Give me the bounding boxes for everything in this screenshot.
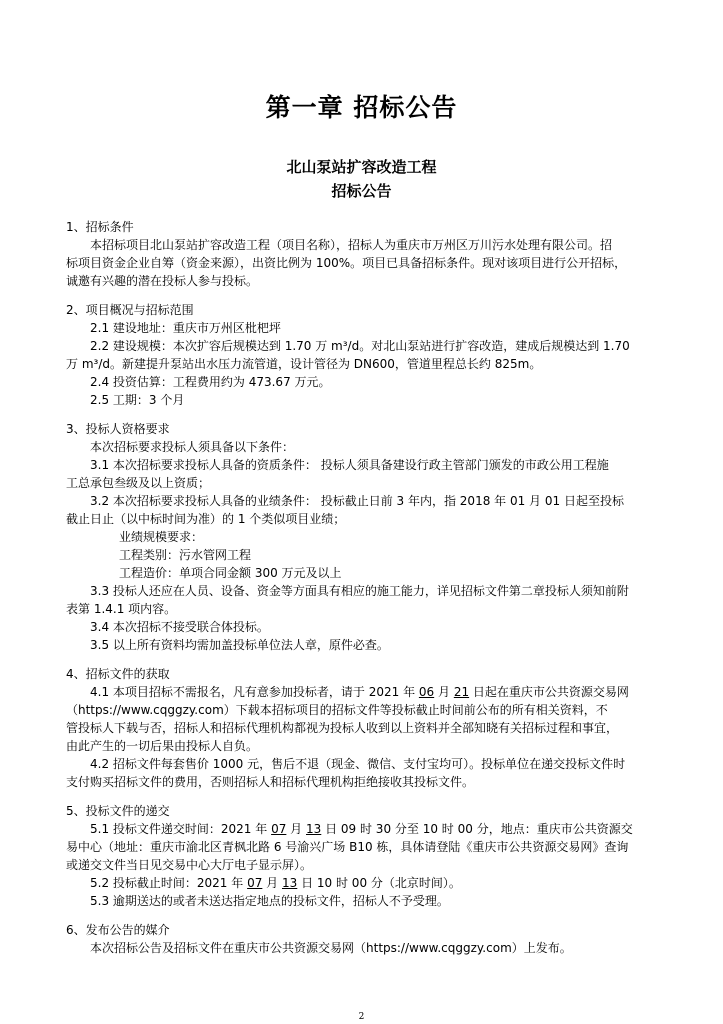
paragraph-line: 工总承包叁级及以上资质；	[66, 476, 211, 490]
paragraph-line: 3.2 本次招标要求投标人具备的业绩条件： 投标截止日前 3 年内，指 2018 年 01 月 01 日起至投标	[90, 494, 624, 508]
paragraph-line: 5.3 逾期送达的或者未送达指定地点的投标文件，招标人不予受理。	[90, 894, 449, 908]
section-heading: 2、项目概况与招标范围	[66, 303, 194, 317]
paragraph-line: 标项目资金企业自筹（资金来源），出资比例为 100%。项目已具备招标条件。现对该项目进行公开招标，	[66, 256, 627, 270]
paragraph-line: 2.5 工期：3 个月	[90, 393, 185, 407]
paragraph-line: 诚邀有兴趣的潜在投标人参与投标。	[66, 274, 259, 288]
paragraph-line: 业绩规模要求：	[119, 530, 204, 544]
paragraph-line: 3.4 本次招标不接受联合体投标。	[90, 620, 269, 634]
underlined-day: 21	[453, 685, 470, 699]
text-segment: 日 09 时 30 分至 10 时 00 分，地点：重庆市公共资源交	[321, 822, 633, 836]
chapter-title: 第一章 招标公告	[265, 93, 458, 122]
paragraph-line: 3.1 本次招标要求投标人具备的资质条件： 投标人须具备建设行政主管部门颁发的市政公用工程施	[90, 458, 609, 472]
paragraph-line: 本次招标要求投标人须具备以下条件：	[90, 440, 295, 454]
paragraph-line: 本招标项目北山泵站扩容改造工程（项目名称），招标人为重庆市万州区万川污水处理有限公司。招	[90, 238, 613, 252]
paragraph-line: （https://www.cqggzy.com）下载本招标项目的招标文件等投标截止时间前公布的所有相关资料，不	[66, 703, 608, 717]
paragraph-line	[90, 874, 461, 892]
notice-title: 招标公告	[331, 182, 392, 200]
text-segment: 5.1 投标文件递交时间：2021 年	[90, 822, 272, 836]
paragraph-line: 管投标人下载与否，招标人和招标代理机构都视为投标人收到以上资料并全部知晓有关招标过程和事宜，	[66, 721, 619, 735]
project-title: 北山泵站扩容改造工程	[286, 158, 437, 176]
paragraph-line	[90, 820, 633, 838]
paragraph-line: 2.2 建设规模：本次扩容后规模达到 1.70 万 m³/d。对北山泵站进行扩容改造，建成后规模达到 1.70	[90, 339, 630, 353]
text-segment: 月	[286, 822, 306, 836]
section-heading: 5、投标文件的递交	[66, 804, 170, 818]
text-segment: 月	[262, 876, 282, 890]
section-heading: 3、投标人资格要求	[66, 422, 170, 436]
paragraph-line: 由此产生的一切后果由投标人自负。	[66, 739, 259, 753]
section-heading: 4、招标文件的获取	[66, 667, 170, 681]
text-segment: 日起在重庆市公共资源交易网	[469, 685, 629, 699]
paragraph-line: 本次招标公告及招标文件在重庆市公共资源交易网（https://www.cqggzy.com）上发布。	[90, 941, 572, 955]
paragraph-line: 3.5 以上所有资料均需加盖投标单位法人章，原件必查。	[90, 638, 389, 652]
underlined-day: 13	[282, 876, 298, 890]
section-heading: 6、发布公告的媒介	[66, 923, 170, 937]
paragraph-line	[90, 683, 629, 701]
underlined-month: 07	[271, 822, 287, 836]
underlined-month: 06	[418, 685, 435, 699]
paragraph-line: 易中心（地址：重庆市渝北区青枫北路 6 号渝兴广场 B10 栋，具体请登陆《重庆市公共资源交易网》查询	[66, 840, 629, 854]
paragraph-line: 工程类别：污水管网工程	[119, 548, 252, 562]
paragraph-line: 4.2 招标文件每套售价 1000 元，售后不退（现金、微信、支付宝均可）。投标单位在递交投标文件时	[90, 757, 626, 771]
section-heading: 1、招标条件	[66, 220, 134, 234]
paragraph-line: 工程造价：单项合同金额 300 万元及以上	[119, 566, 342, 580]
underlined-month: 07	[247, 876, 263, 890]
text-segment: 日 10 时 00 分（北京时间）。	[297, 876, 461, 890]
paragraph-line: 表第 1.4.1 项内容。	[66, 602, 177, 616]
text-segment: 5.2 投标截止时间：2021 年	[90, 876, 248, 890]
underlined-day: 13	[306, 822, 322, 836]
paragraph-line: 或递交文件当日见交易中心大厅电子显示屏）。	[66, 858, 313, 872]
paragraph-line: 万 m³/d。新建提升泵站出水压力流管道，设计管径为 DN600，管道里程总长约 825m。	[66, 357, 542, 371]
page-number: 2	[358, 1012, 365, 1022]
text-segment: 4.1 本项目招标不需报名，凡有意参加投标者，请于 2021 年	[90, 685, 419, 699]
paragraph-line: 截止日止（以中标时间为准）的 1 个类似项目业绩；	[66, 512, 346, 526]
paragraph-line: 2.4 投资估算：工程费用约为 473.67 万元。	[90, 375, 331, 389]
paragraph-line: 支付购买招标文件的费用，否则招标人和招标代理机构拒绝接收其投标文件。	[66, 775, 475, 789]
paragraph-line: 2.1 建设地址：重庆市万州区枇杷坪	[90, 321, 281, 335]
paragraph-line: 3.3 投标人还应在人员、设备、资金等方面具有相应的施工能力，详见招标文件第二章投标人须知前附	[90, 584, 629, 598]
text-segment: 月	[434, 685, 454, 699]
